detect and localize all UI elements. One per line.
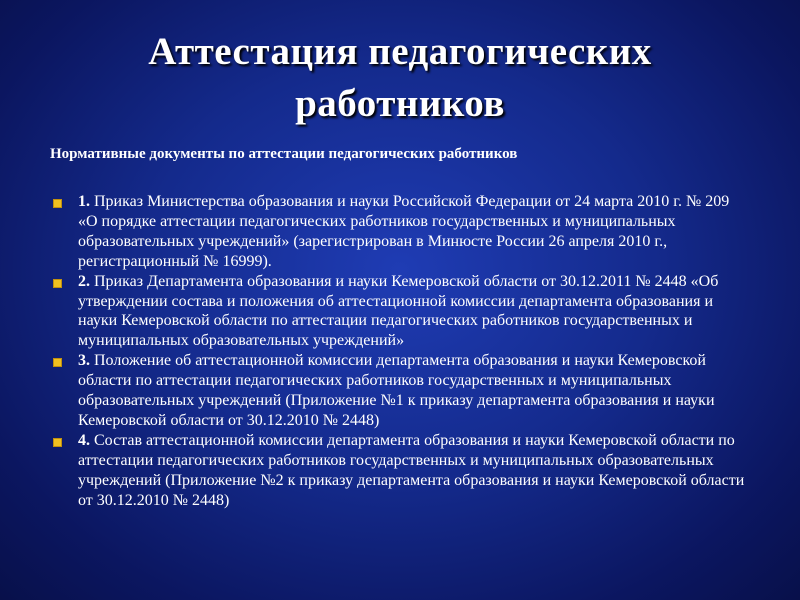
item-number: 4. (78, 431, 94, 449)
slide-title (0, 26, 800, 130)
slide-subtitle: Нормативные документы по аттестации педагогических работников (50, 146, 518, 162)
document-list (50, 192, 750, 511)
bullet-icon (53, 279, 62, 288)
item-number: 2. (78, 272, 94, 290)
title-line-2: работников (295, 82, 505, 125)
item-text: Состав аттестационной комиссии департамента образования и науки Кемеровской области по аттестации педагогических работников государственных и муниципальных образовательных учреждений (Приложение №2 к приказу департамента образования и науки Кемеровской области от 30.12.2010 № 2448) (78, 431, 745, 509)
item-number: 1. (78, 193, 94, 210)
list-item (50, 431, 750, 511)
bullet-icon (53, 358, 62, 367)
item-text: Положение об аттестационной комиссии департамента образования и науки Кемеровской области по аттестации педагогических работников государственных и муниципальных образовательных учреждений (Приложение №1 к приказу департамента образования и науки Кемеровской области от 30.12.2010 № 2448) (78, 352, 715, 429)
item-text: Приказ Министерства образования и науки Российской Федерации от 24 марта 2010 г. № 209 «О порядке аттестации педагогических работников государственных и муниципальных образовательных учреждений» (зарегистрирован в Минюсте России 26 апреля 2010 г., регистрационный № 16999). (78, 193, 730, 270)
list-item (50, 192, 750, 272)
item-number: 3. (78, 352, 94, 370)
item-text: Приказ Департамента образования и науки Кемеровской области от 30.12.2011 № 2448 «Об утверждении состава и положения об аттестационной комиссии департамента образования и науки Кемеровской области по аттестации педагогических работников государственных и муниципальных образовательных учреждений» (78, 272, 719, 350)
title-line-1: Аттестация педагогических (148, 30, 652, 73)
list-item (50, 351, 750, 431)
bullet-icon (53, 199, 62, 208)
list-item (50, 272, 750, 352)
bullet-icon (53, 438, 62, 447)
